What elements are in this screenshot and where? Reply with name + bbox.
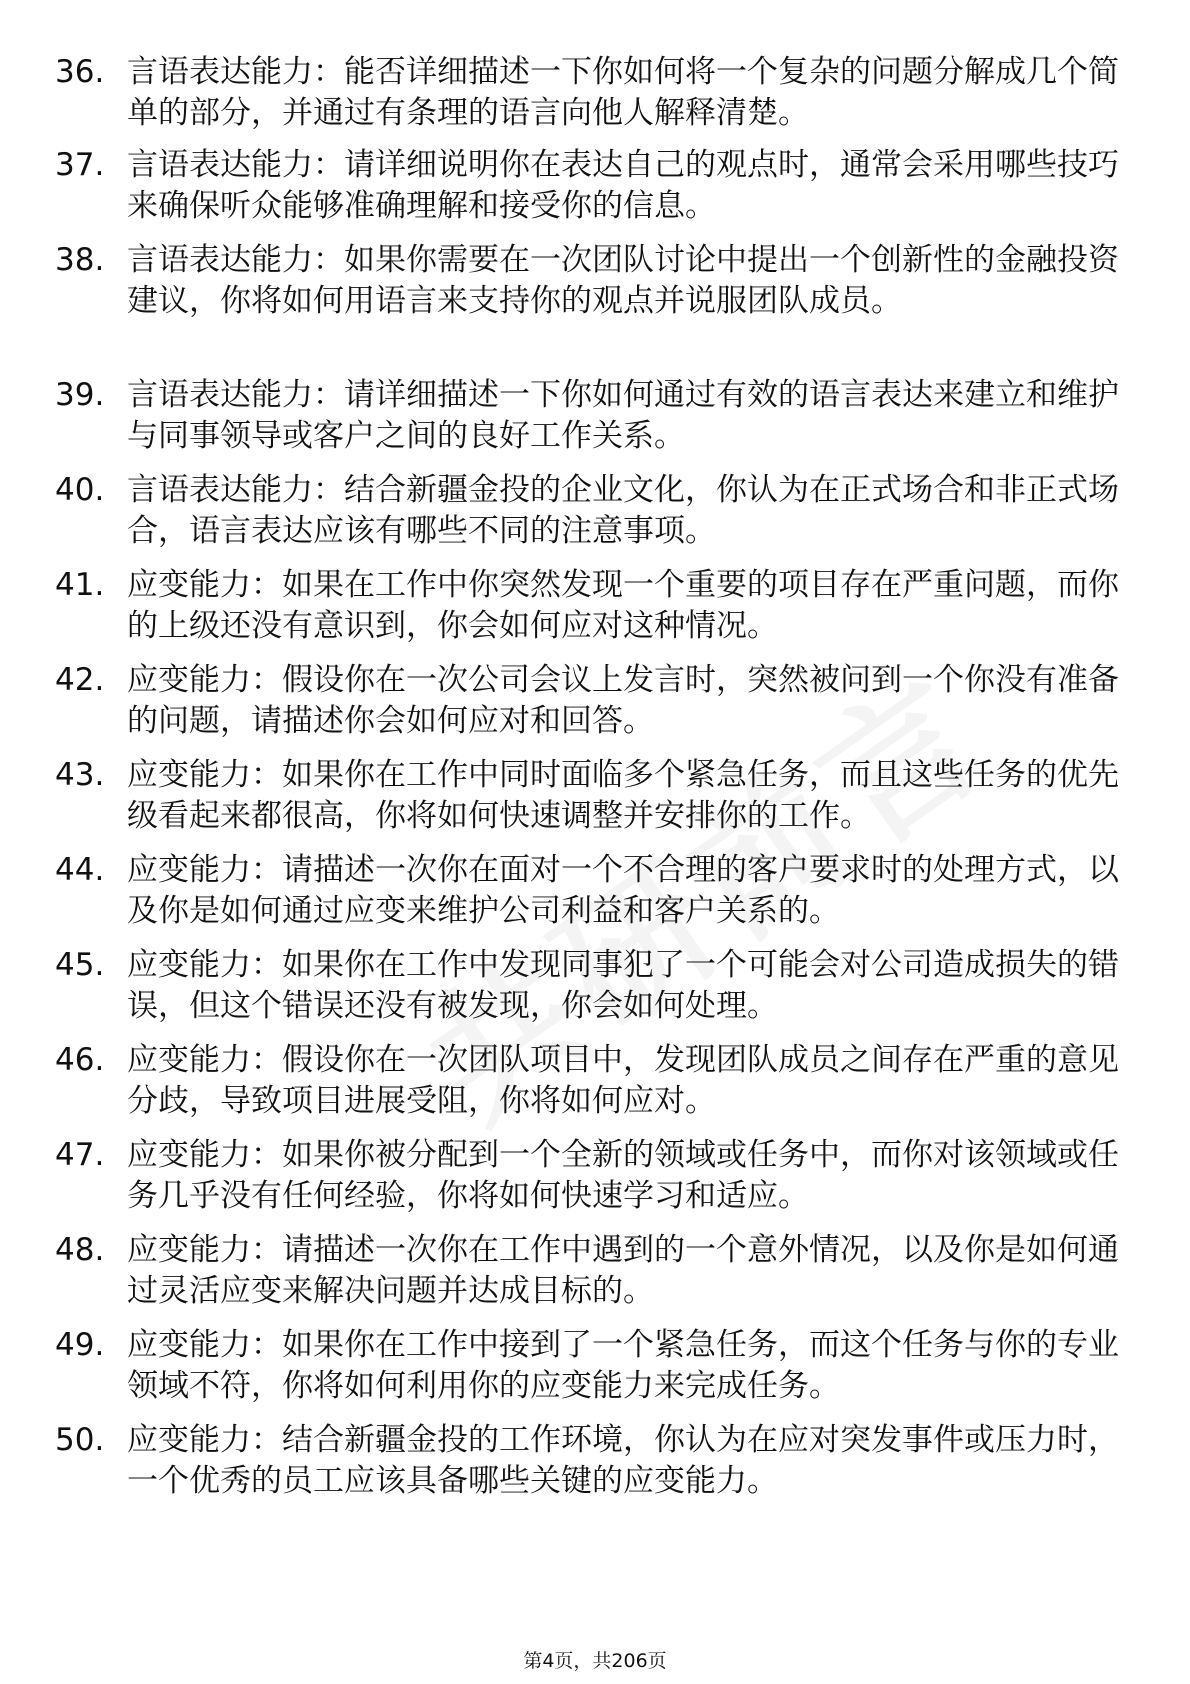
question-text: 言语表达能力：请详细描述一下你如何通过有效的语言表达来建立和维护与同事领导或客户之间的良好工作关系。 [127, 377, 1119, 454]
question-number: 47. [55, 1137, 105, 1173]
question-number: 40. [55, 472, 105, 508]
question-number: 45. [55, 947, 105, 983]
question-text: 言语表达能力：能否详细描述一下你如何将一个复杂的问题分解成几个简单的部分，并通过有条理的语言向他人解释清楚。 [127, 54, 1119, 131]
question-text: 应变能力：假设你在一次公司会议上发言时，突然被问到一个你没有准备的问题，请描述你会如何应对和回答。 [127, 662, 1119, 739]
question-number: 38. [55, 242, 105, 278]
question-text: 言语表达能力：请详细说明你在表达自己的观点时，通常会采用哪些技巧来确保听众能够准确理解和接受你的信息。 [127, 147, 1119, 224]
question-text: 言语表达能力：结合新疆金投的企业文化，你认为在正式场合和非正式场合，语言表达应该有哪些不同的注意事项。 [127, 472, 1119, 549]
question-number: 41. [55, 567, 105, 603]
question-number: 43. [55, 757, 105, 793]
question-text: 应变能力：请描述一次你在工作中遇到的一个意外情况，以及你是如何通过灵活应变来解决问题并达成目标的。 [127, 1232, 1119, 1309]
question-number: 44. [55, 852, 105, 888]
question-text: 言语表达能力：如果你需要在一次团队讨论中提出一个创新性的金融投资建议，你将如何用语言来支持你的观点并说服团队成员。 [127, 242, 1119, 319]
question-text: 应变能力：如果你被分配到一个全新的领域或任务中，而你对该领域或任务几乎没有任何经验，你将如何快速学习和适应。 [127, 1137, 1119, 1214]
question-number: 50. [55, 1422, 105, 1458]
question-number: 46. [55, 1042, 105, 1078]
question-text: 应变能力：如果你在工作中接到了一个紧急任务，而这个任务与你的专业领域不符，你将如何利用你的应变能力来完成任务。 [127, 1327, 1119, 1404]
question-text: 应变能力：假设你在一次团队项目中，发现团队成员之间存在严重的意见分歧，导致项目进展受阻，你将如何应对。 [127, 1042, 1119, 1119]
question-number: 42. [55, 662, 105, 698]
question-text: 应变能力：如果你在工作中同时面临多个紧急任务，而且这些任务的优先级看起来都很高，你将如何快速调整并安排你的工作。 [127, 757, 1119, 834]
question-text: 应变能力：如果你在工作中发现同事犯了一个可能会对公司造成损失的错误，但这个错误还没有被发现，你会如何处理。 [127, 947, 1119, 1024]
question-number: 39. [55, 377, 105, 413]
question-text: 应变能力：结合新疆金投的工作环境，你认为在应对突发事件或压力时，一个优秀的员工应该具备哪些关键的应变能力。 [127, 1422, 1119, 1499]
page-number: 第4页，共206页 [523, 1650, 667, 1672]
question-number: 48. [55, 1232, 105, 1268]
question-number: 37. [55, 147, 105, 183]
question-number: 36. [55, 54, 105, 90]
question-text: 应变能力：请描述一次你在面对一个不合理的客户要求时的处理方式，以及你是如何通过应变来维护公司利益和客户关系的。 [127, 852, 1119, 929]
question-text: 应变能力：如果在工作中你突然发现一个重要的项目存在严重问题，而你的上级还没有意识到，你会如何应对这种情况。 [127, 567, 1119, 644]
question-number: 49. [55, 1327, 105, 1363]
